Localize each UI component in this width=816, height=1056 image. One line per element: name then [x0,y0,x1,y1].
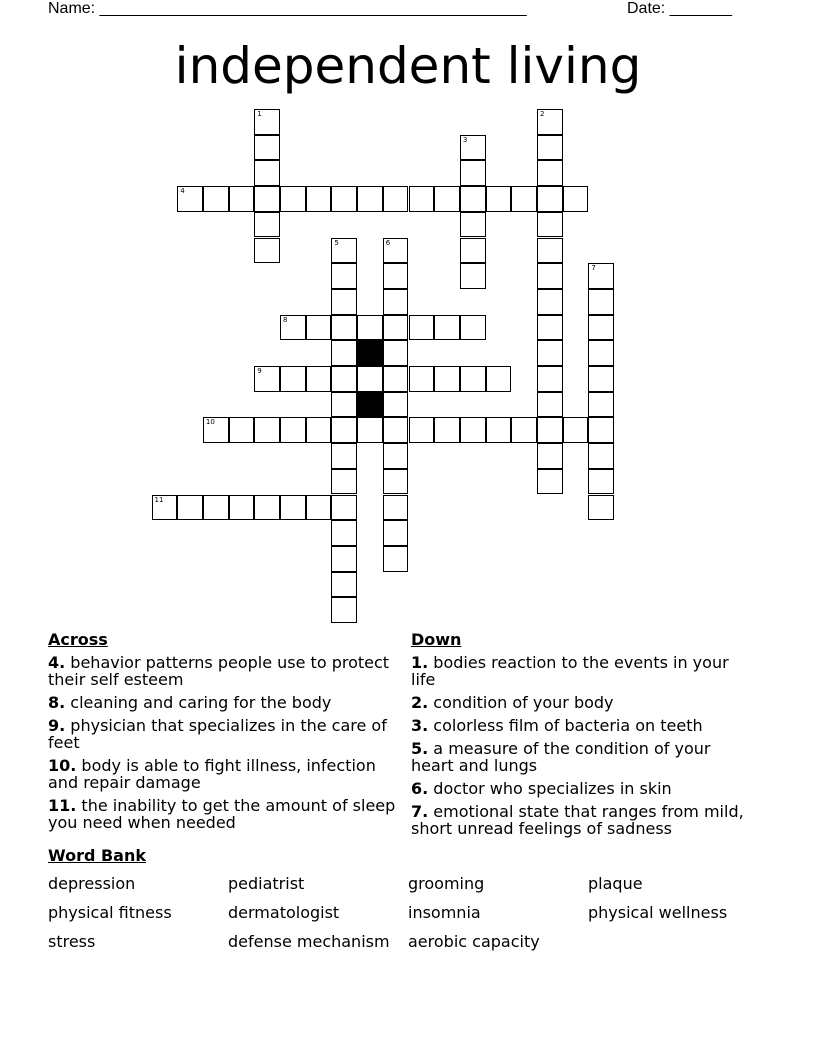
crossword-cell[interactable] [460,417,486,443]
clue-number: 10 [205,418,215,427]
crossword-cell[interactable] [383,546,409,572]
crossword-cell[interactable] [357,186,383,212]
clue-number-label: 11. [48,796,77,815]
crossword-cell[interactable] [511,417,537,443]
crossword-cell[interactable] [331,495,357,521]
crossword-cell[interactable] [383,392,409,418]
down-clue [411,740,751,774]
crossword-cell[interactable] [331,597,357,623]
crossword-cell[interactable] [331,315,357,341]
crossword-cell[interactable] [460,186,486,212]
crossword-cell[interactable] [409,186,435,212]
clue-number-label: 1. [411,653,429,672]
word-bank-item: aerobic capacity [408,932,540,951]
word-bank-item: plaque [588,874,643,893]
crossword-cell[interactable] [460,160,486,186]
crossword-cell[interactable] [331,340,357,366]
date-label: Date: [627,0,666,17]
crossword-cell[interactable] [537,469,563,495]
crossword-cell[interactable] [203,495,229,521]
crossword-cell[interactable] [383,520,409,546]
crossword-cell[interactable] [537,109,563,135]
clue-number-label: 3. [411,716,429,735]
crossword-cell[interactable] [588,366,614,392]
crossword-cell[interactable] [409,315,435,341]
clue-number-label: 8. [48,693,66,712]
crossword-cell[interactable] [203,186,229,212]
crossword-cell[interactable] [588,263,614,289]
crossword-cell[interactable] [460,212,486,238]
clue-number: 1 [257,110,262,118]
crossword-cell[interactable] [383,263,409,289]
clue-number: 11 [154,495,164,504]
crossword-cell[interactable] [383,443,409,469]
crossword-cell[interactable] [152,495,178,521]
clue-text: emotional state that ranges from mild, short unread feelings of sadness [411,802,744,838]
clue-number: 2 [540,110,545,118]
crossword-cell[interactable] [537,315,563,341]
clue-text: behavior patterns people use to protect their self esteem [48,653,390,689]
crossword-cell[interactable] [331,469,357,495]
crossword-cell[interactable] [203,417,229,443]
clue-number: 7 [591,264,596,273]
clue-number-label: 2. [411,693,429,712]
clue-text: bodies reaction to the events in your life [411,653,729,689]
crossword-cell[interactable] [306,186,332,212]
word-bank-heading: Word Bank [48,846,147,865]
clue-text: condition of your body [428,693,614,712]
crossword-cell[interactable] [383,340,409,366]
crossword-cell[interactable] [588,340,614,366]
crossword-cell[interactable] [434,315,460,341]
crossword-cell[interactable] [563,186,589,212]
name-blank: ________________________________________________ [99,0,527,17]
page-title: independent living [174,37,642,95]
clue-text: doctor who specializes in skin [428,779,672,798]
crossword-cell[interactable] [537,135,563,161]
clue-number: 6 [385,238,391,247]
crossword-cell[interactable] [486,417,512,443]
crossword-cell[interactable] [511,186,537,212]
crossword-cell[interactable] [537,340,563,366]
crossword-cell[interactable] [588,443,614,469]
clue-text: physician that specializes in the care of feet [48,716,387,752]
crossword-cell[interactable] [280,417,306,443]
crossword-cell[interactable] [331,443,357,469]
clue-number-label: 6. [411,779,429,798]
crossword-cell[interactable] [306,366,332,392]
clue-text: colorless film of bacteria on teeth [428,716,703,735]
crossword-cell[interactable] [588,495,614,521]
crossword-cell[interactable] [537,392,563,418]
down-clue [411,780,751,797]
crossword-cell[interactable] [254,495,280,521]
word-bank-item: insomnia [408,903,481,922]
crossword-cell[interactable] [254,109,280,135]
crossword-cell[interactable] [331,572,357,598]
crossword-cell[interactable] [280,186,306,212]
crossword-cell[interactable] [409,366,435,392]
date-blank: _______ [669,0,732,17]
crossword-block [357,340,383,366]
crossword-cell[interactable] [383,289,409,315]
crossword-cell[interactable] [383,495,409,521]
crossword-cell[interactable] [254,160,280,186]
across-clues [48,630,400,837]
crossword-cell[interactable] [486,366,512,392]
crossword-cell[interactable] [460,135,486,161]
clue-number-label: 7. [411,802,429,821]
clue-text: body is able to fight illness, infection and repair damage [48,756,376,792]
crossword-cell[interactable] [254,186,280,212]
word-bank-item: physical fitness [48,903,172,922]
crossword-cell[interactable] [254,238,280,264]
name-field[interactable] [48,0,527,18]
crossword-cell[interactable] [537,238,563,264]
across-heading: Across [48,630,108,649]
crossword-cell[interactable] [254,212,280,238]
clue-text: the inability to get the amount of sleep you need when needed [48,796,396,832]
word-bank-item: depression [48,874,136,893]
crossword-cell[interactable] [537,186,563,212]
crossword-cell[interactable] [588,289,614,315]
crossword-cell[interactable] [383,186,409,212]
crossword-cell[interactable] [588,315,614,341]
crossword-cell[interactable] [460,263,486,289]
crossword-cell[interactable] [331,546,357,572]
word-bank-item: stress [48,932,96,951]
crossword-cell[interactable] [306,495,332,521]
crossword-cell[interactable] [383,315,409,341]
crossword-cell[interactable] [331,238,357,264]
clue-number: 9 [257,367,262,375]
clue-number: 8 [283,315,288,324]
crossword-cell[interactable] [460,366,486,392]
crossword-cell[interactable] [280,366,306,392]
crossword-cell[interactable] [229,417,255,443]
word-bank-item: grooming [408,874,485,893]
crossword-cell[interactable] [331,392,357,418]
down-clue [411,717,751,734]
crossword-cell[interactable] [357,366,383,392]
crossword-cell[interactable] [460,238,486,264]
crossword-cell[interactable] [486,186,512,212]
crossword-cell[interactable] [434,186,460,212]
crossword-cell[interactable] [331,263,357,289]
across-clue [48,654,400,688]
crossword-cell[interactable] [383,238,409,264]
crossword-cell[interactable] [383,366,409,392]
crossword-cell[interactable] [306,417,332,443]
crossword-block [357,392,383,418]
across-clue [48,757,400,791]
crossword-cell[interactable] [460,315,486,341]
crossword-cell[interactable] [306,315,332,341]
crossword-cell[interactable] [177,495,203,521]
down-clues [411,630,751,843]
down-clue [411,803,751,837]
crossword-cell[interactable] [331,289,357,315]
clue-number-label: 5. [411,739,429,758]
crossword-cell[interactable] [588,392,614,418]
crossword-cell[interactable] [280,495,306,521]
clue-text: a measure of the condition of your heart and lungs [411,739,711,775]
crossword-cell[interactable] [383,417,409,443]
clue-number-label: 10. [48,756,77,775]
crossword-cell[interactable] [537,443,563,469]
name-label: Name: [48,0,96,17]
crossword-cell[interactable] [331,520,357,546]
word-bank-item: defense mechanism [228,932,390,951]
down-clue [411,694,751,711]
crossword-cell[interactable] [537,212,563,238]
crossword-cell[interactable] [229,495,255,521]
crossword-cell[interactable] [434,417,460,443]
clue-number: 5 [334,238,339,247]
crossword-cell[interactable] [331,366,357,392]
crossword-cell[interactable] [357,417,383,443]
crossword-cell[interactable] [588,417,614,443]
word-bank-item: dermatologist [228,903,340,922]
down-clue [411,654,751,688]
crossword-cell[interactable] [331,417,357,443]
date-field[interactable] [627,0,732,18]
crossword-cell[interactable] [537,160,563,186]
word-bank-item: pediatrist [228,874,305,893]
crossword-cell[interactable] [280,315,306,341]
crossword-cell[interactable] [588,469,614,495]
crossword-cell[interactable] [434,366,460,392]
clue-number: 4 [180,187,185,196]
clue-number-label: 9. [48,716,66,735]
word-bank-item: physical wellness [588,903,728,922]
across-clue [48,694,400,711]
crossword-cell[interactable] [537,417,563,443]
crossword-cell[interactable] [383,469,409,495]
crossword-cell[interactable] [177,186,203,212]
crossword-cell[interactable] [537,263,563,289]
across-clue [48,717,400,751]
crossword-cell[interactable] [254,135,280,161]
crossword-cell[interactable] [409,417,435,443]
clue-number: 3 [462,135,468,144]
crossword-cell[interactable] [563,417,589,443]
clue-number-label: 4. [48,653,66,672]
clue-text: cleaning and caring for the body [65,693,332,712]
crossword-cell[interactable] [357,315,383,341]
crossword-cell[interactable] [229,186,255,212]
crossword-cell[interactable] [331,186,357,212]
crossword-cell[interactable] [254,417,280,443]
crossword-cell[interactable] [254,366,280,392]
across-clue [48,797,400,831]
crossword-cell[interactable] [537,289,563,315]
crossword-cell[interactable] [537,366,563,392]
down-heading: Down [411,630,462,649]
